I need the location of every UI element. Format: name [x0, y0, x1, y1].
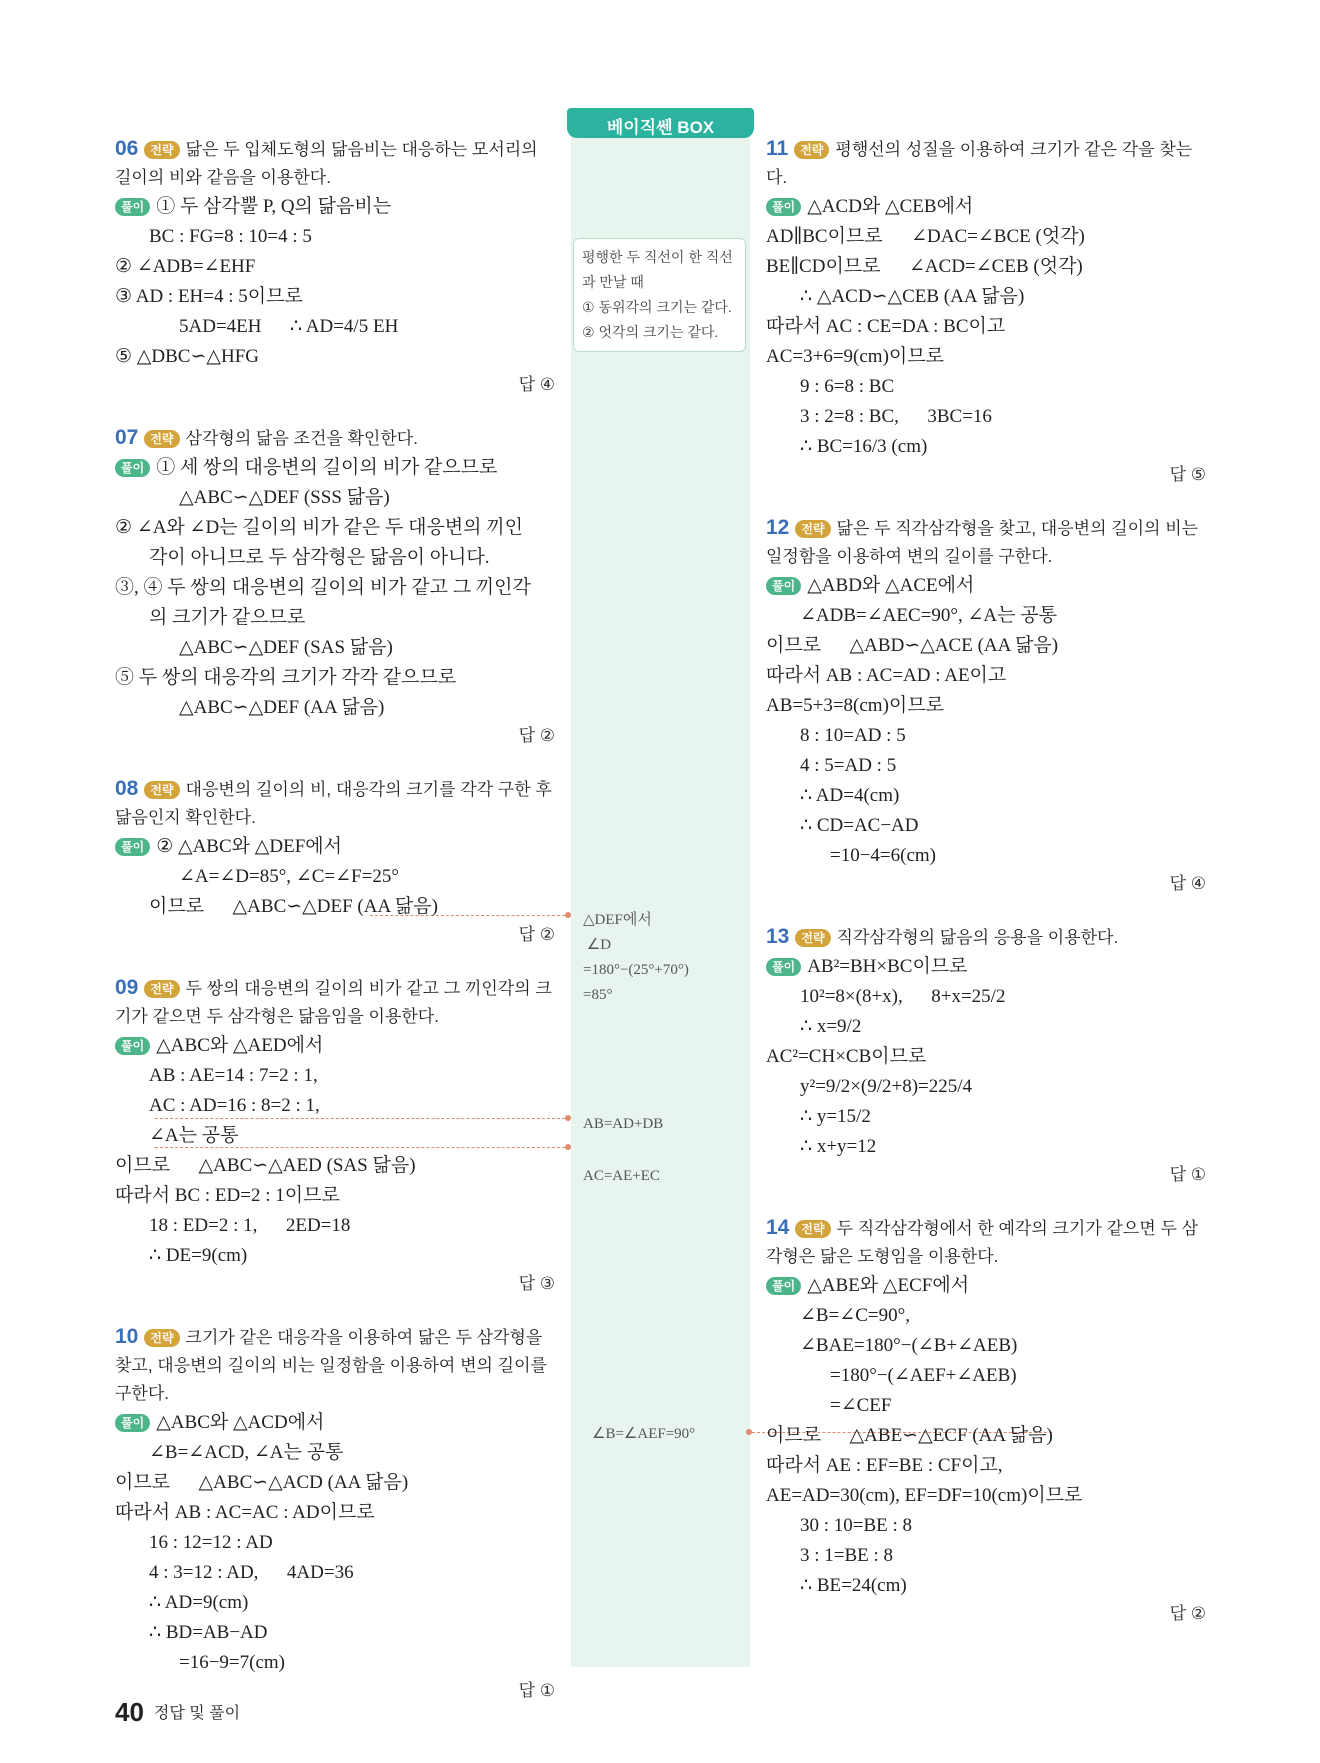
solution-line: 30 : 10=BE : 8 — [800, 1515, 913, 1536]
solution-line: ∠ADB=∠AEC=90°, ∠A는 공통 — [800, 605, 1057, 626]
solution-line: ∴ y=15/2 — [800, 1106, 871, 1127]
problem-11 — [766, 135, 1206, 488]
problem-number: 13 — [766, 925, 790, 948]
strategy-text: 삼각형의 닮음 조건을 확인한다. — [185, 429, 418, 448]
solution-line: ② △ABC와 △DEF에서 — [156, 836, 342, 857]
solution-line: △ACD와 △CEB에서 — [807, 196, 974, 217]
problem-number: 14 — [766, 1216, 790, 1239]
solution-line: ∴ x+y=12 — [800, 1136, 877, 1157]
solution-line: 따라서 AE : EF=BE : CF이고, — [766, 1455, 1003, 1476]
solution-line: ② ∠ADB=∠EHF — [115, 256, 256, 277]
strategy-text: 두 쌍의 대응변의 길이의 비가 같고 그 끼인각의 크기가 같으면 두 삼각형은 닮음임을 이용한다. — [115, 979, 552, 1026]
answer: 답 ③ — [518, 1274, 555, 1293]
solution-line: ∠A는 공통 — [149, 1125, 239, 1146]
solution-tag: 풀이 — [766, 1277, 801, 1295]
solution-line: BC : FG=8 : 10=4 : 5 — [149, 226, 312, 247]
connector-dot — [565, 912, 571, 918]
solution-line: △ABC와 △ACD에서 — [156, 1412, 325, 1433]
problem-09 — [115, 974, 555, 1297]
solution-line: △ABC∽△DEF (SAS 닮음) — [179, 637, 393, 658]
solution-tag: 풀이 — [115, 838, 150, 856]
problem-header — [115, 424, 555, 453]
problem-07 — [115, 424, 555, 749]
strategy-tag: 전략 — [144, 141, 179, 159]
problem-08 — [115, 775, 555, 948]
strategy-tag: 전략 — [795, 1220, 830, 1238]
solution-line: 따라서 AC : CE=DA : BC이고 — [766, 316, 1006, 337]
problem-header — [766, 923, 1206, 952]
strategy-tag: 전략 — [794, 141, 829, 159]
strategy-tag: 전략 — [795, 520, 830, 538]
strategy-text: 평행선의 성질을 이용하여 크기가 같은 각을 찾는다. — [766, 140, 1193, 187]
solution-tag: 풀이 — [115, 198, 150, 216]
problem-header — [766, 514, 1206, 571]
problem-header — [115, 974, 555, 1031]
solution-line: y²=9/2×(9/2+8)=225/4 — [800, 1076, 973, 1097]
solution-line: =16−9=7(cm) — [179, 1652, 286, 1673]
answer: 답 ① — [1169, 1165, 1206, 1184]
left-column — [115, 135, 555, 1730]
solution-tag: 풀이 — [766, 958, 801, 976]
solution-line: ① 두 삼각뿔 P, Q의 닮음비는 — [156, 196, 392, 217]
answer: 답 ⑤ — [1169, 465, 1206, 484]
solution-line: ∴ △ACD∽△CEB (AA 닮음) — [800, 286, 1025, 307]
solution-line: △ABD와 △ACE에서 — [807, 575, 975, 596]
strategy-tag: 전략 — [144, 1329, 179, 1347]
solution-line: 3 : 2=8 : BC, 3BC=16 — [800, 406, 992, 427]
solution-line: ∴ BC=16/3 (cm) — [800, 436, 928, 457]
solution-line: ∴ AD=9(cm) — [149, 1592, 249, 1613]
solution-line: 5AD=4EH ∴ AD=4/5 EH — [179, 316, 399, 337]
answer: 답 ④ — [1169, 874, 1206, 893]
solution-line: ∴ AD=4(cm) — [800, 785, 900, 806]
solution-line: ③ AD : EH=4 : 5이므로 — [115, 286, 303, 307]
strategy-text: 크기가 같은 대응각을 이용하여 닮은 두 삼각형을 찾고, 대응변의 길이의 비는 일정함을 이용하여 변의 길이를 구한다. — [115, 1328, 547, 1403]
solution-line: 3 : 1=BE : 8 — [800, 1545, 894, 1566]
strategy-text: 대응변의 길이의 비, 대응각의 크기를 각각 구한 후 닮음인지 확인한다. — [115, 780, 552, 827]
page-footer — [115, 1697, 240, 1728]
strategy-tag: 전략 — [795, 929, 830, 947]
strategy-tag: 전략 — [144, 781, 179, 799]
solution-tag: 풀이 — [115, 459, 150, 477]
solution-line: AC : AD=16 : 8=2 : 1, — [149, 1095, 320, 1116]
side-note-09b: AC=AE+EC — [583, 1168, 660, 1184]
solution-line: 18 : ED=2 : 1, 2ED=18 — [149, 1215, 351, 1236]
note-line: 평행한 두 직선이 한 직선과 만날 때 — [582, 249, 733, 290]
solution-line: 9 : 6=8 : BC — [800, 376, 895, 397]
solution-line: 16 : 12=12 : AD — [149, 1532, 273, 1553]
page-number: 40 — [115, 1697, 144, 1727]
strategy-text: 두 직각삼각형에서 한 예각의 크기가 같으면 두 삼각형은 닮은 도형임을 이용한다. — [766, 1219, 1199, 1266]
solution-line: 이므로 △ABC∽△AED (SAS 닮음) — [115, 1155, 416, 1176]
solution-line: 따라서 BC : ED=2 : 1이므로 — [115, 1185, 340, 1206]
problem-number: 11 — [766, 137, 789, 160]
strategy-text: 닮은 두 직각삼각형을 찾고, 대응변의 길이의 비는 일정함을 이용하여 변의 길이를 구한다. — [766, 519, 1199, 566]
solution-line: AE=AD=30(cm), EF=DF=10(cm)이므로 — [766, 1485, 1083, 1506]
solution-line: 따라서 AB : AC=AD : AE이고 — [766, 665, 1007, 686]
problem-header — [766, 1214, 1206, 1271]
solution-line: ∠B=∠C=90°, — [800, 1305, 910, 1326]
answer: 답 ④ — [518, 375, 555, 394]
strategy-tag: 전략 — [144, 980, 179, 998]
answer: 답 ② — [518, 925, 555, 944]
solution-line: 이므로 △ABD∽△ACE (AA 닮음) — [766, 635, 1059, 656]
solution-line: 따라서 AB : AC=AC : AD이므로 — [115, 1502, 375, 1523]
problem-number: 08 — [115, 777, 139, 800]
solution-line: ∴ BE=24(cm) — [800, 1575, 907, 1596]
solution-tag: 풀이 — [115, 1037, 150, 1055]
solution-line: ∴ DE=9(cm) — [149, 1245, 248, 1266]
solution-line: ∴ BD=AB−AD — [149, 1622, 268, 1643]
solution-line: AB : AE=14 : 7=2 : 1, — [149, 1065, 318, 1086]
solution-line: △ABC와 △AED에서 — [156, 1035, 324, 1056]
solution-tag: 풀이 — [766, 198, 801, 216]
problem-header — [766, 135, 1206, 192]
solution-line: 각이 아니므로 두 삼각형은 닮음이 아니다. — [149, 547, 490, 568]
problem-12 — [766, 514, 1206, 897]
solution-line: ∠A=∠D=85°, ∠C=∠F=25° — [179, 866, 399, 887]
note-line: ① 동위각의 크기는 같다. — [582, 299, 732, 315]
solution-line: ⑤ 두 쌍의 대응각의 크기가 각각 같으므로 — [115, 667, 457, 688]
problem-number: 09 — [115, 976, 139, 999]
solution-line: ∴ x=9/2 — [800, 1016, 862, 1037]
solution-tag: 풀이 — [766, 577, 801, 595]
strategy-text: 닮은 두 입체도형의 닮음비는 대응하는 모서리의 길이의 비와 같음을 이용한다. — [115, 140, 538, 187]
note-line: ② 엇각의 크기는 같다. — [582, 324, 719, 340]
footer-label: 정답 및 풀이 — [153, 1705, 241, 1722]
solution-line: ⑤ △DBC∽△HFG — [115, 346, 260, 367]
solution-line: AC=3+6=9(cm)이므로 — [766, 346, 944, 367]
problem-13 — [766, 923, 1206, 1188]
solution-line: =180°−(∠AEF+∠AEB) — [830, 1365, 1017, 1386]
solution-line: AC²=CH×CB이므로 — [766, 1046, 927, 1067]
connector-dot — [565, 1144, 571, 1150]
basic-box-title: 베이직쎈 BOX — [567, 108, 754, 138]
connector-dot — [746, 1429, 752, 1435]
solution-line: ③, ④ 두 쌍의 대응변의 길이의 비가 같고 그 끼인각 — [115, 577, 531, 598]
solution-line: AD∥BC이므로 ∠DAC=∠BCE (엇각) — [766, 226, 1085, 247]
answer: 답 ② — [1169, 1604, 1206, 1623]
right-column — [766, 135, 1206, 1653]
connector-dot — [565, 1115, 571, 1121]
solution-line: 10²=8×(8+x), 8+x=25/2 — [800, 986, 1006, 1007]
solution-line: =∠CEF — [830, 1395, 892, 1416]
problem-10 — [115, 1323, 555, 1704]
solution-line: △ABE와 △ECF에서 — [807, 1275, 970, 1296]
solution-line: 4 : 5=AD : 5 — [800, 755, 897, 776]
solution-line: ② ∠A와 ∠D는 길이의 비가 같은 두 대응변의 끼인 — [115, 517, 523, 538]
problem-header — [115, 775, 555, 832]
problem-number: 10 — [115, 1325, 139, 1348]
problem-number: 07 — [115, 426, 139, 449]
side-note-08: △DEF에서 ∠D =180°−(25°+70°) =85° — [583, 912, 689, 1003]
strategy-tag: 전략 — [144, 430, 179, 448]
problem-header — [115, 1323, 555, 1408]
solution-line: △ABC∽△DEF (AA 닮음) — [179, 697, 385, 718]
parallel-lines-note — [573, 238, 746, 352]
solution-line: 의 크기가 같으므로 — [149, 607, 306, 628]
solution-line: ∴ CD=AC−AD — [800, 815, 919, 836]
solution-line: 8 : 10=AD : 5 — [800, 725, 906, 746]
solution-line: ∠BAE=180°−(∠B+∠AEB) — [800, 1335, 1018, 1356]
problem-14 — [766, 1214, 1206, 1627]
solution-line: 이므로 △ABE∽△ECF (AA 닮음) — [766, 1425, 1053, 1446]
problem-number: 12 — [766, 516, 790, 539]
answer: 답 ① — [518, 1681, 555, 1700]
problem-number: 06 — [115, 137, 139, 160]
solution-tag: 풀이 — [115, 1414, 150, 1432]
problem-header — [115, 135, 555, 192]
solution-line: ∠B=∠ACD, ∠A는 공통 — [149, 1442, 344, 1463]
side-note-09a: AB=AD+DB — [583, 1116, 664, 1132]
solution-line: △ABC∽△DEF (SSS 닮음) — [179, 487, 390, 508]
solution-line: AB=5+3=8(cm)이므로 — [766, 695, 944, 716]
solution-line: 이므로 △ABC∽△DEF (AA 닮음) — [149, 896, 438, 917]
solution-line: 이므로 △ABC∽△ACD (AA 닮음) — [115, 1472, 409, 1493]
problem-06 — [115, 135, 555, 398]
strategy-text: 직각삼각형의 닮음의 응용을 이용한다. — [836, 928, 1119, 947]
solution-line: ① 세 쌍의 대응변의 길이의 비가 같으므로 — [156, 457, 498, 478]
solution-line: BE∥CD이므로 ∠ACD=∠CEB (엇각) — [766, 256, 1083, 277]
answer: 답 ② — [518, 726, 555, 745]
side-note-14: ∠B=∠AEF=90° — [592, 1426, 696, 1442]
solution-line: AB²=BH×BC이므로 — [807, 956, 968, 977]
solution-line: =10−4=6(cm) — [830, 845, 937, 866]
solution-line: 4 : 3=12 : AD, 4AD=36 — [149, 1562, 354, 1583]
